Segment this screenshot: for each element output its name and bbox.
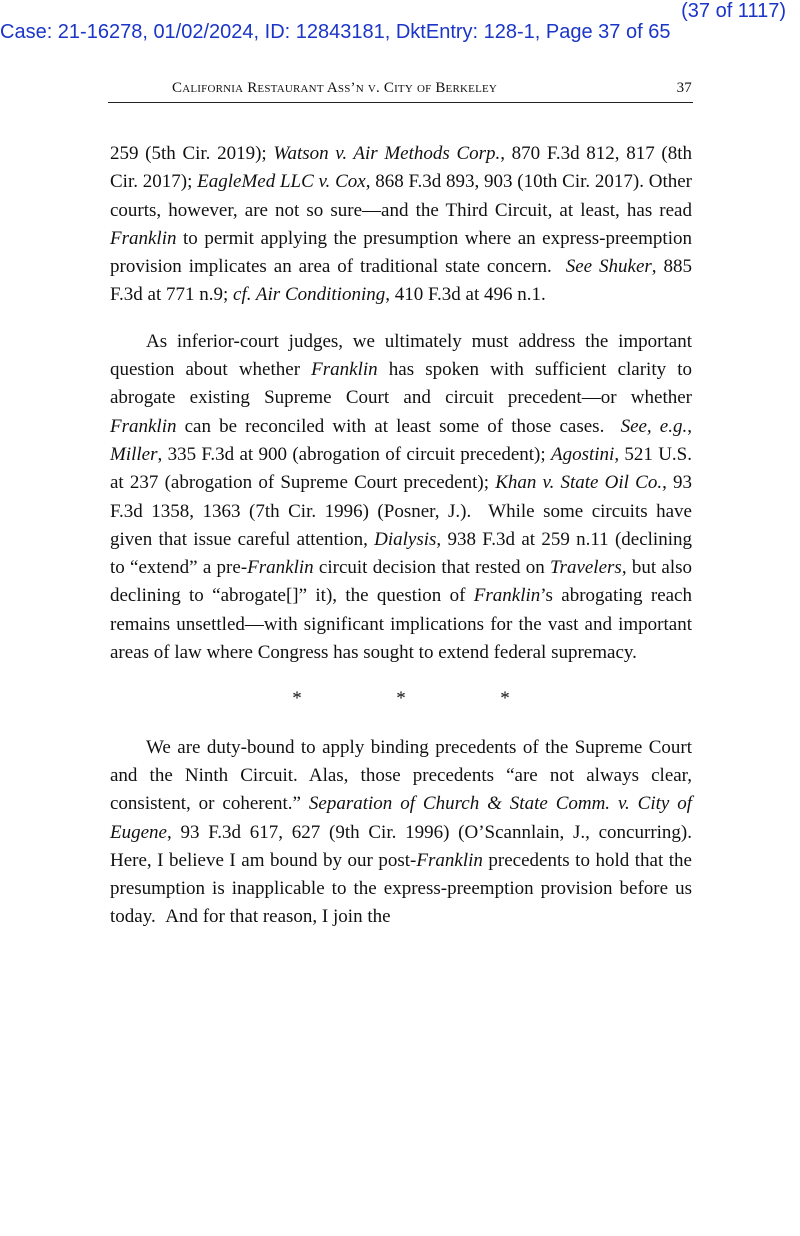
- paragraph-2: As inferior-court judges, we ultimately must address the important question about whether Franklin has spoken with sufficient clarity to abrogate existing Supreme Court and circuit precedent—or whether Franklin can be reconciled with at least some of those cases. See, e.g., Miller, 335 F.3d at 900 (abrogation of circuit precedent); Agostini, 521 U.S. at 237 (abrogation of Supreme Court precedent); Khan v. State Oil Co., 93 F.3d 1358, 1363 (7th Cir. 1996) (Posner, J.). While some circuits have given that issue careful attention, Dialysis, 938 F.3d at 259 n.11 (declining to “extend” a pre-Franklin circuit decision that rested on Travelers, but also declining to “abrogate[]” it), the question of Franklin’s abrogating reach remains unsettled—with significant implications for the vast and important areas of law where Congress has sought to extend federal supremacy.: [110, 330, 693, 664]
- stamp-page-count: (37 of 1117): [681, 0, 786, 22]
- running-head-title: California Restaurant Ass’n v. City of Berkeley: [172, 80, 498, 96]
- separator-asterisk: *: [500, 688, 510, 710]
- paragraph-3: We are duty-bound to apply binding precedents of the Supreme Court and the Ninth Circuit. Alas, those precedents “are not always clear, consistent, or coherent.” Separation of Church & State Comm. v. City of Eugene, 93 F.3d 617, 627 (9th Cir. 1996) (O’Scannlain, J., concurring). Here, I believe I am bound by our post-Franklin precedents to hold that the presumption is inapplicable to the express-preemption provision before us today. And for that reason, I join the: [110, 736, 693, 928]
- section-separator: [110, 685, 692, 713]
- separator-asterisk: *: [396, 688, 406, 710]
- running-head: [108, 80, 693, 103]
- filing-stamp: [0, 0, 800, 48]
- stamp-case-line: Case: 21-16278, 01/02/2024, ID: 12843181, DktEntry: 128-1, Page 37 of 65: [0, 21, 671, 43]
- opinion-body: [110, 140, 692, 950]
- separator-asterisk: *: [292, 688, 302, 710]
- paragraph-1: 259 (5th Cir. 2019); Watson v. Air Methods Corp., 870 F.3d 812, 817 (8th Cir. 2017); EagleMed LLC v. Cox, 868 F.3d 893, 903 (10th Cir. 2017). Other courts, however, are not so sure—and the Third Circuit, at least, has read Franklin to permit applying the presumption where an express-preemption provision implicates an area of traditional state concern. See Shuker, 885 F.3d at 771 n.9; cf. Air Conditioning, 410 F.3d at 496 n.1.: [110, 143, 693, 306]
- page-number: 37: [676, 80, 692, 96]
